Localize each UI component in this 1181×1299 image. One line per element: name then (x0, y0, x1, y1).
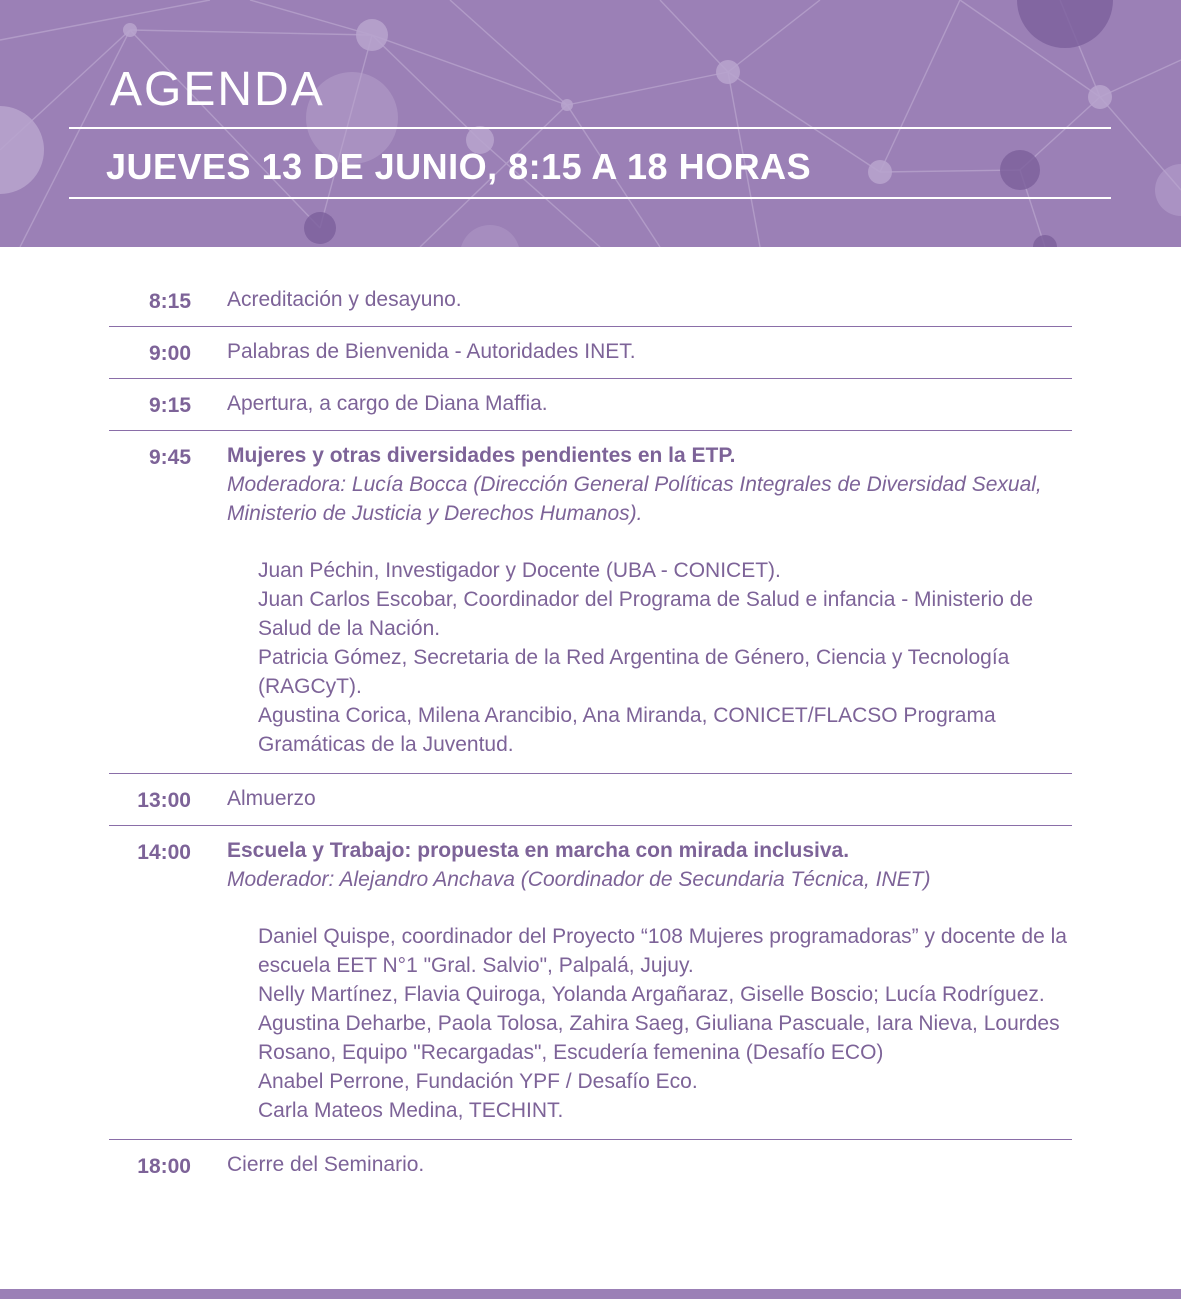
schedule-entry-panel (109, 826, 1072, 1140)
entry-text: Acreditación y desayuno. (227, 288, 462, 311)
agenda-title: AGENDA (110, 63, 325, 116)
panel-title: Escuela y Trabajo: propuesta en marcha con mirada inclusiva. (227, 839, 850, 862)
speaker-item: Nelly Martínez, Flavia Quiroga, Yolanda Argañaraz, Giselle Boscio; Lucía Rodríguez. Agustina Deharbe, Paola Tolosa, Zahira Saeg, Giuliana Pascuale, Iara Nieva, Lourdes Rosano, Equipo "Recargadas", Escudería femenina (Desafío ECO) (258, 983, 1060, 1064)
speaker-item: Patricia Gómez, Secretaria de la Red Argentina de Género, Ciencia y Tecnología (RAGCyT). (258, 646, 1010, 698)
speaker-item: Juan Carlos Escobar, Coordinador del Programa de Salud e infancia - Ministerio de Salud de la Nación. (258, 588, 1034, 640)
panel-moderator: Moderadora: Lucía Bocca (Dirección General Políticas Integrales de Diversidad Sexual, Ministerio de Justicia y Derechos Humanos). (227, 473, 1042, 525)
entry-body (191, 275, 1072, 326)
entry-time: 18:00 (137, 1155, 191, 1178)
schedule-entry (109, 774, 1072, 826)
entry-time: 9:45 (148, 446, 191, 469)
schedule-entry (109, 379, 1072, 431)
entry-time: 13:00 (137, 789, 191, 812)
entry-text: Palabras de Bienvenida - Autoridades INET. (227, 340, 636, 363)
footer-bar (0, 1289, 1181, 1299)
panel-title: Mujeres y otras diversidades pendientes en la ETP. (227, 444, 736, 467)
entry-body (191, 1140, 1072, 1191)
schedule-entry (109, 1140, 1072, 1191)
entry-text: Apertura, a cargo de Diana Maffia. (227, 392, 548, 415)
entry-body (191, 379, 1072, 430)
panel-moderator: Moderador: Alejandro Anchava (Coordinador de Secundaria Técnica, INET) (227, 868, 931, 891)
network-pattern-background (0, 0, 1181, 247)
entry-body (191, 826, 1072, 1139)
entry-body (191, 774, 1072, 825)
speaker-item: Carla Mateos Medina, TECHINT. (258, 1099, 564, 1122)
header-divider-bottom (69, 197, 1111, 199)
schedule-entry (109, 327, 1072, 379)
speaker-item: Daniel Quispe, coordinador del Proyecto “108 Mujeres programadoras” y docente de la escuela EET N°1 "Gral. Salvio", Palpalá, Jujuy. (258, 925, 1067, 977)
schedule-list (109, 275, 1072, 1191)
header-banner (0, 0, 1181, 247)
entry-time: 8:15 (148, 290, 191, 313)
schedule-entry-panel (109, 431, 1072, 774)
speaker-item: Juan Péchin, Investigador y Docente (UBA - CONICET). (258, 559, 781, 582)
entry-text: Cierre del Seminario. (227, 1153, 425, 1176)
header-divider-top (69, 127, 1111, 129)
entry-time: 14:00 (137, 841, 191, 864)
entry-body (191, 431, 1072, 773)
speaker-list (227, 922, 1072, 1125)
schedule-entry (109, 275, 1072, 327)
speaker-item: Agustina Corica, Milena Arancibio, Ana Miranda, CONICET/FLACSO Programa Gramáticas de la Juventud. (258, 704, 996, 756)
speaker-list (227, 556, 1072, 759)
event-date-heading: JUEVES 13 DE JUNIO, 8:15 A 18 HORAS (106, 146, 812, 187)
entry-body (191, 327, 1072, 378)
entry-time: 9:00 (148, 342, 191, 365)
speaker-item: Anabel Perrone, Fundación YPF / Desafío Eco. (258, 1070, 698, 1093)
entry-text: Almuerzo (227, 787, 316, 810)
entry-time: 9:15 (148, 394, 191, 417)
